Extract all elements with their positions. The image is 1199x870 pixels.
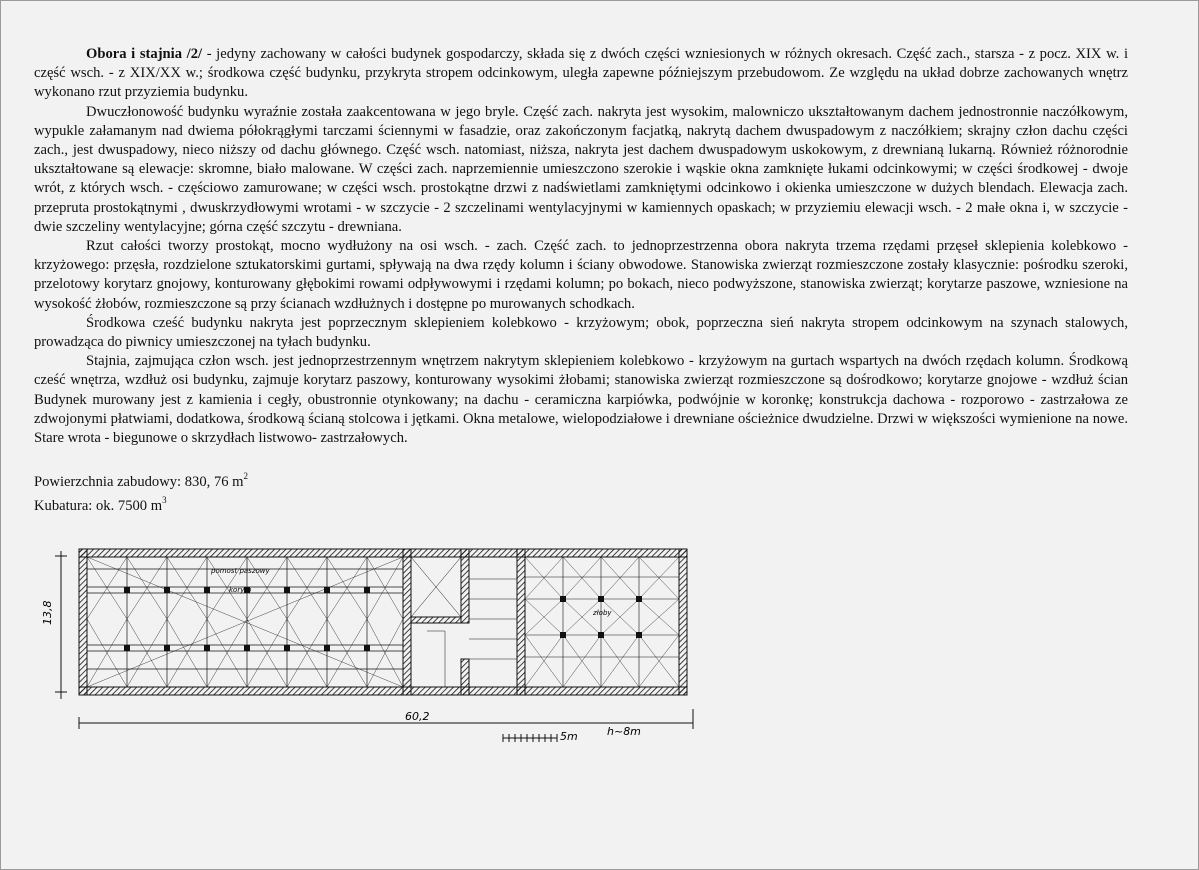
building-stats xyxy=(34,467,248,515)
paragraph-3: Rzut całości tworzy prostokąt, mocno wydłużony na osi wsch. - zach. Część zach. to jednoprzestrzenna obora nakryta trzema rzędami przęseł sklepienia kolebkowo - krzyżowego: przęsła, rozdzielone sztukatorskimi gurtami, spływają na dwa rzędy kolumn i ściany obwodowe. Stanowiska zwierząt rozmieszczone zostały klasycznie: pośrodku szeroki, przelotowy korytarz gnojowy, konturowany głębokimi rowami odpływowymi i rzędami kolumn; po bokach, nieco podwyższone, stanowiska zwierząt; korytarze paszowe, wzniesione na wysokość żłobów, rozmieszczone są przy ścianach wzdłużnych i dostępne po murowanych schodkach. xyxy=(34,238,1128,312)
heading-bold: Obora i stajnia /2/ xyxy=(86,46,203,62)
document-body xyxy=(34,45,1128,448)
volume-line xyxy=(34,491,248,515)
area-label: Powierzchnia zabudowy: 830, 76 m xyxy=(34,474,244,490)
scale-bar xyxy=(503,734,557,742)
volume-sup: 3 xyxy=(162,495,167,505)
dim-width-label: 13,8 xyxy=(41,600,54,625)
dim-length-label: 60,2 xyxy=(405,710,430,723)
paragraph-5: Stajnia, zajmująca człon wsch. jest jednoprzestrzennym wnętrzem nakrytym sklepieniem kolebkowo - krzyżowym na gurtach wspartych na dwóch rzędach kolumn. Środkową cześć wnętrza, wzdłuż osi budynku, zajmuje korytarz paszowy, konturowany wysokimi żłobami; stanowiska zwierząt rozmieszczone są dośrodkowo; korytarze gnojowe - wzdłuż ścian Budynek murowany jest z kamienia i cegły, obustronnie otynkowany; na dachu - ceramiczna karpiówka, podwójnie w koronkę; konstrukcja dachowa - rozporowo - zastrzałowa ze zdwojonymi płatwiami, dodatkowa, środkową ścianą stolcowa i jętkami. Okna metalowe, wielopodziałowe i drewniane ościeżnice dwudzielne. Drzwi w większości wymienione na nowe. Stare wrota - biegunowe o skrzydłach listwowo- zastrzałowych. xyxy=(34,353,1128,447)
area-line xyxy=(34,467,248,491)
label-koryto: koryto xyxy=(229,586,252,594)
floor-plan xyxy=(41,539,721,759)
volume-label: Kubatura: ok. 7500 m xyxy=(34,498,163,514)
scale-label: 5m xyxy=(560,730,578,743)
label-zlob: złoby xyxy=(593,609,612,617)
stable-vaults xyxy=(525,557,679,687)
paragraph-1-text: - jedyny zachowany w całości budynek gospodarczy, składa się z dwóch części wzniesionych w różnych okresach. Część zach., starsza - z pocz. XIX w. i część wsch. - z XIX/XX w.; środkowa część budynku, przykryta stropem odcinkowym, uległa zapewne późniejszym przebudowom. Ze względu na układ dobrze zachowanych wnętrz wykonano rzut przyziemia budynku. xyxy=(34,46,1128,101)
dimension-width xyxy=(55,551,67,699)
dimension-length xyxy=(79,709,693,729)
paragraph-2: Dwuczłonowość budynku wyraźnie została zaakcentowana w jego bryle. Część zach. nakryta jest wysokim, malowniczo ukształtowanym dachem jednostronnie naczółkowym, wypukle załamanym nad dwiema półokrągłymi tarczami ściennymi w fasadzie, oraz zakończonym facjatką, nakrytą dachem dwuspadowym z naczółkiem; skrajny człon dachu części zach., jest dwuspadowy, nieco niższy od dachu głównego. Część wsch. natomiast, niższa, nakryta jest dachem dwuspadowym uskokowym, z drewnianą lukarną. Również różnorodnie ukształtowane są elewacje: skromne, biało malowane. W części zach. naprzemiennie umieszczono szerokie i wąskie okna zamknięte łukami odcinkowymi; w części środkowej - dwoje wrót, z których wsch. - częściowo zamurowane; w części wsch. prostokątne drzwi z nadświetlami zamkniętymi odcinkowo i okienka umieszczone w dużych blendach. Elewacja zach. przepruta prostokątnymi , dwuskrzydłowymi wrotami - w szczycie - 2 szczelinami wentylacyjnymi w kamiennych opaskach; w przyziemiu elewacji wsch. - 2 małe okna i, w szczycie - dwie szczeliny wentylacyjne; górna część szczytu - drewniana. xyxy=(34,103,1128,235)
height-label: h~8m xyxy=(607,725,641,738)
area-sup: 2 xyxy=(243,471,249,481)
paragraph-1 xyxy=(34,45,1128,103)
outer-walls xyxy=(79,549,687,695)
label-pomost: pomost paszowy xyxy=(211,567,270,575)
paragraph-4: Środkowa cześć budynku nakryta jest poprzecznym sklepieniem kolebkowo - krzyżowym; obok, poprzeczna sień nakryta stropem odcinkowym na szynach stalowych, prowadząca do piwnicy umieszczonej na tyłach budynku. xyxy=(34,314,1128,351)
cowshed-vaults xyxy=(87,557,403,687)
